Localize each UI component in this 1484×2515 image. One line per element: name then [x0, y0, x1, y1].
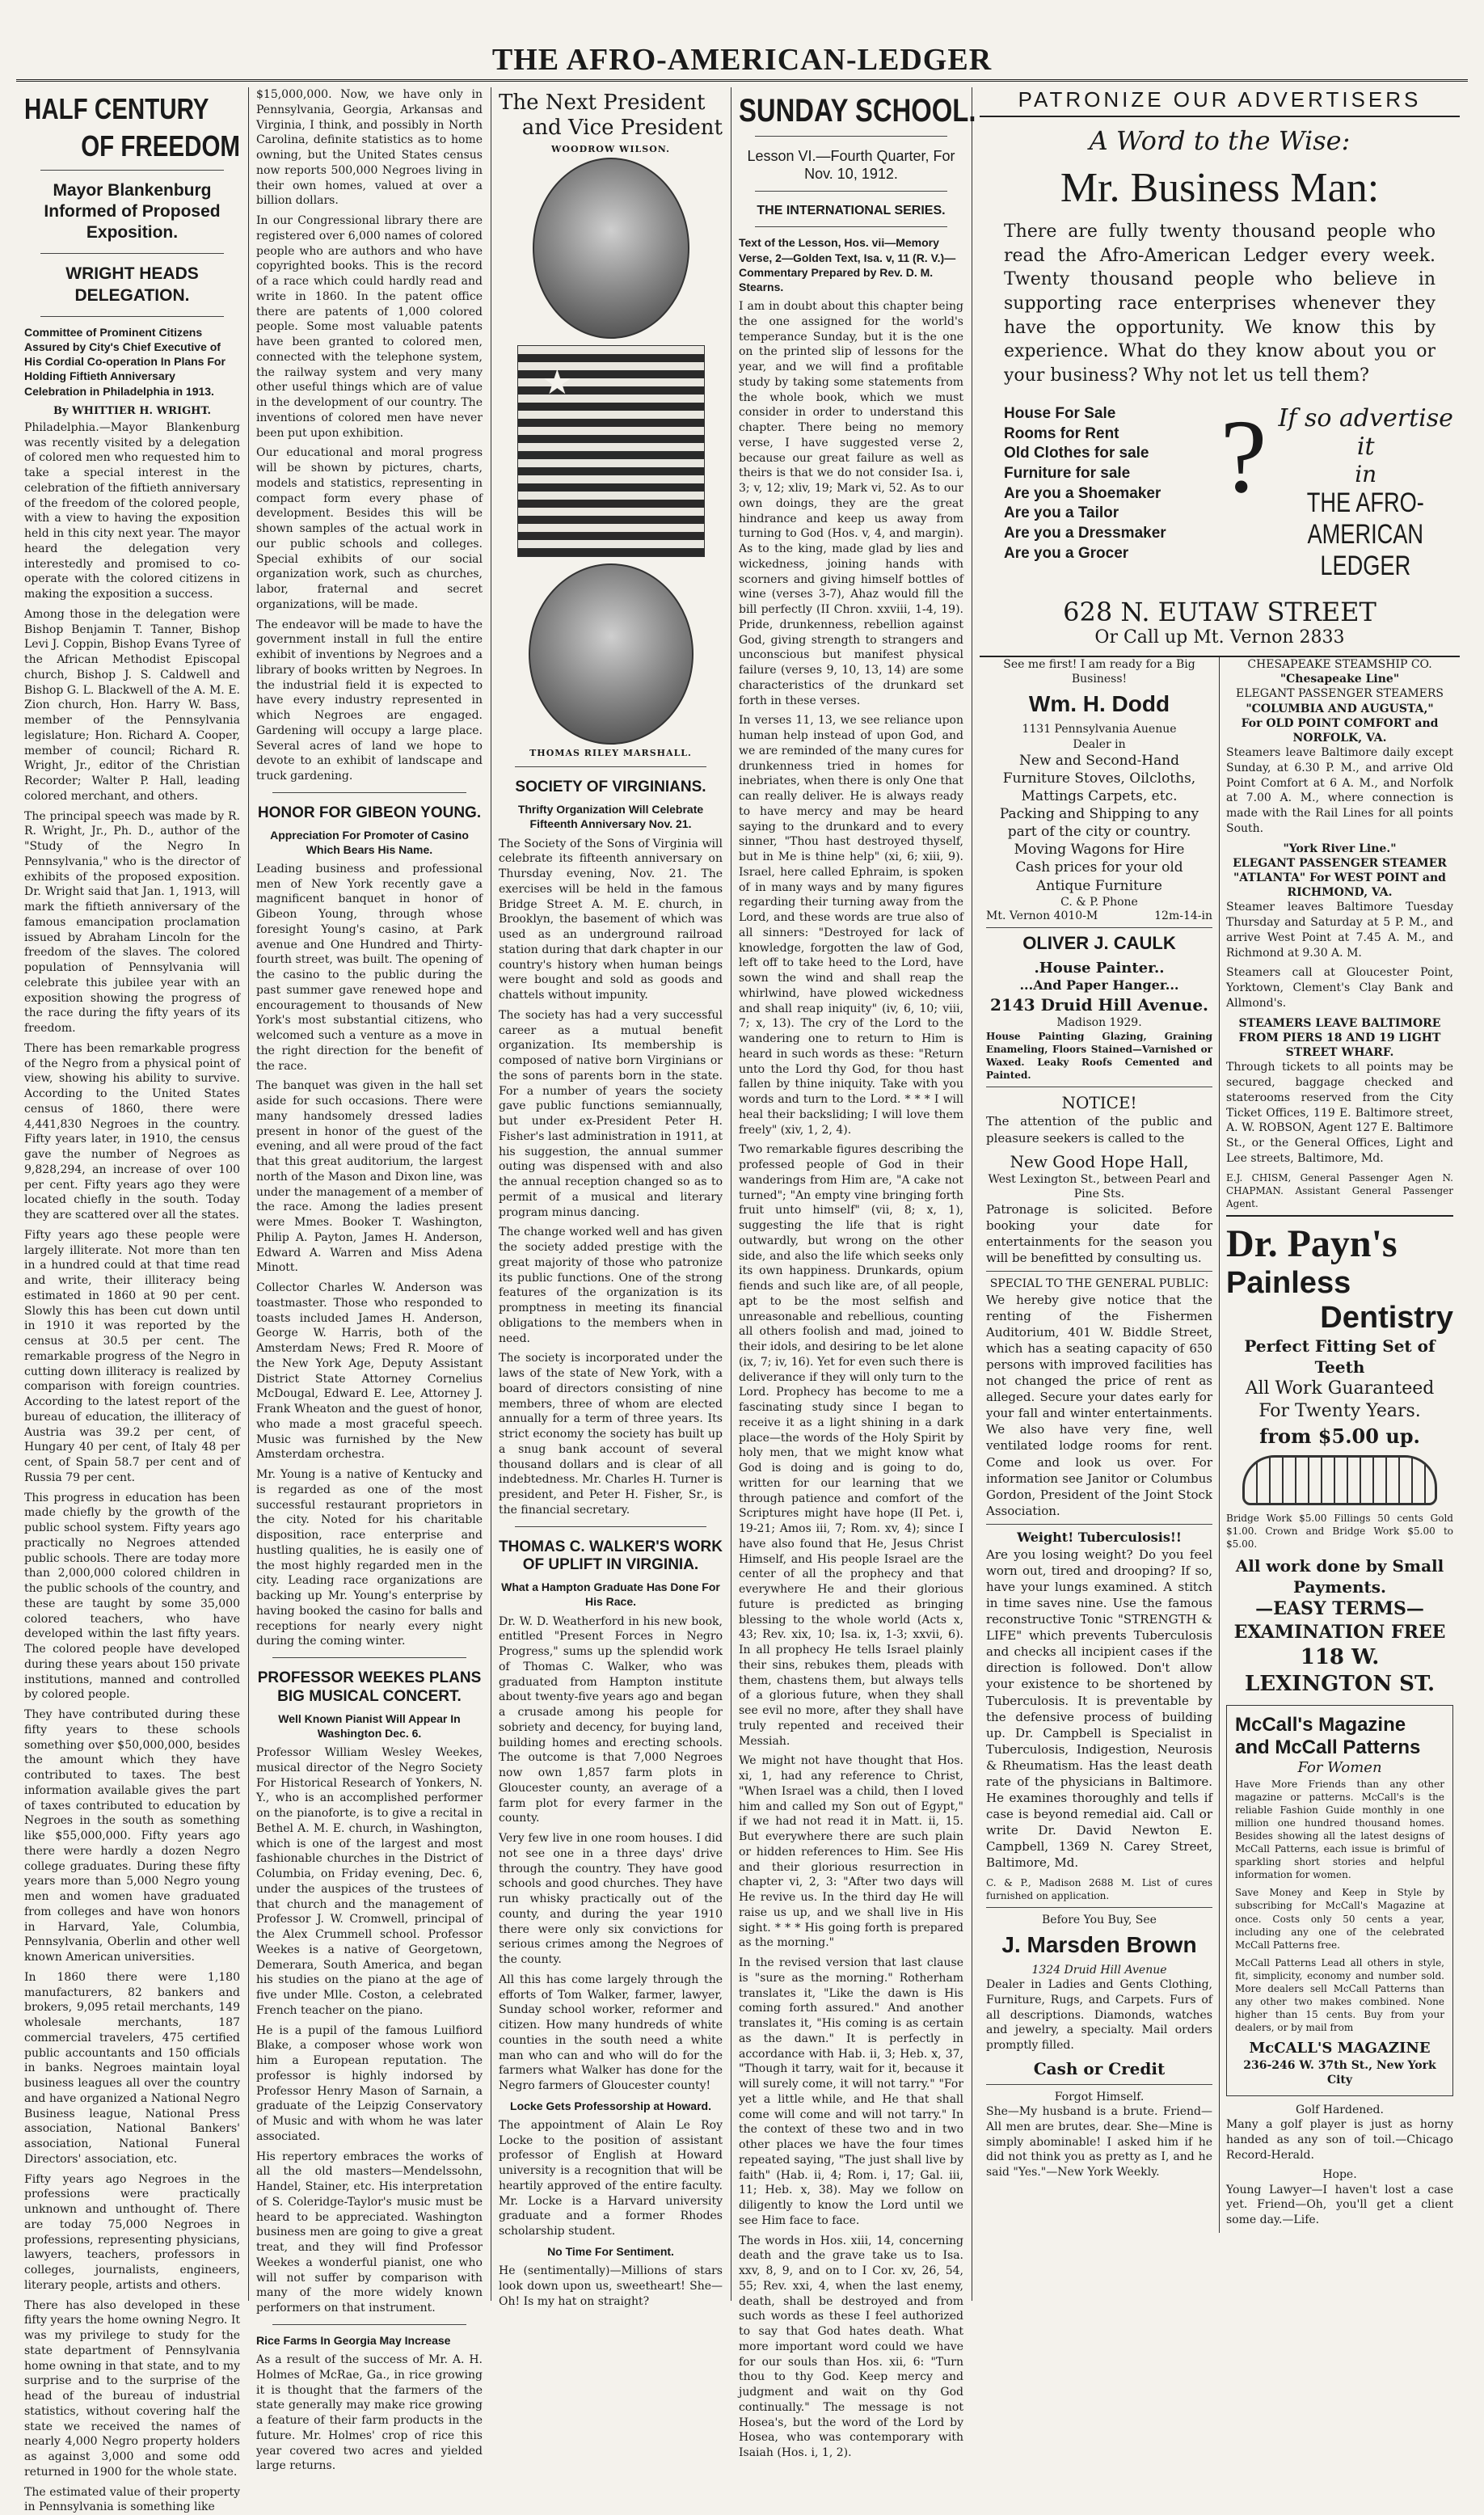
ad-pitch: There are fully twenty thousand people who read the Afro-American Ledger every week. Twenty thousand people who believe in supporting race enterprises whenever they have the opportunity. We know this by experience. What do they know about you or your business? Why not let us tell them? [1004, 222, 1436, 386]
divider [755, 136, 947, 137]
hope-text: Young Lawyer—I haven't lost a case yet. Friend—Oh, you'll get a client some day.—Life. [1226, 2183, 1453, 2227]
ad-list-item: Old Clothes for sale [1004, 445, 1149, 462]
chesapeake-line: "Chesapeake Line" [1280, 673, 1400, 686]
caulk-desc: House Painting Glazing, Graining Enameling, Floors Stained—Varnished or Waxed. Leaky Roofs Cemented and Painted. [986, 1031, 1212, 1082]
chesapeake-title: CHESAPEAKE STEAMSHIP CO. [1247, 658, 1432, 672]
paragraph: In 1860 there were 1,180 manufacturers, 82 bankers and brokers, 9,095 retail merchants, 149 wholesale merchants, 187 commercial travelers, 475 certified public accountants and 150 officials in banks. Negroes maintain loyal business leagues all over the country and have organized a National Negro Business league, National Press association, National Bankers' association, National Funeral Directors' association, etc. [24, 1970, 240, 2166]
article-deck: What a Hampton Graduate Has Done For His Race. [501, 1580, 720, 1609]
paragraph: The change worked well and has given the society added prestige with the great majority of those who patronize its public functions. One of the strong features of the organization is its promptness in meeting its financial obligations to the members when in need. [499, 1226, 723, 1345]
paragraph: Philadelphia.—Mayor Blankenburg was recently visited by a delegation of colored men who requested him to take a special interest in the celebration of the fiftieth anniversary of the freedom of the colored people, with a view to having the exposition held in this city next year. The mayor heard the delegation very interestedly and promised to co-operate with the colored citizens in making the exposition a success. [24, 420, 240, 601]
ads-right-column [1220, 657, 1460, 2233]
dodd-moving: Moving Wagons for Hire [1014, 842, 1185, 859]
notice-hall: New Good Hope Hall, [1010, 1151, 1189, 1171]
headline-virginians: SOCIETY OF VIRGINIANS. [515, 779, 706, 796]
dodd-intro: See me first! I am ready for a Big Business! [1003, 658, 1195, 686]
article-deck: Well Known Pianist Will Appear In Washington Dec. 6. [278, 1711, 461, 1740]
paragraph: Among those in the delegation were Bishop Benjamin T. Tanner, Bishop Levi J. Coppin, Bishop Evans Tyree of the African Methodist Episcopal church, Bishop J. S. Caldwell and Bishop G. L. Blackwell of the A. M. E. Zion church, Hon. Harry W. Bass, member of the Pennsylvania legislature; Hon. Richard A. Cooper, member of council; Richard R. Wright, Jr., editor of the Christian Recorder; Walter P. Hall, leading colored merchant, and others. [24, 607, 240, 803]
subhead-mayor: Mayor Blankenburg Informed of Proposed Exposition. [44, 180, 221, 243]
ad-list-item: Furniture for sale [1004, 464, 1131, 482]
ads-left-column [980, 657, 1220, 2233]
paragraph: Mr. Young is a native of Kentucky and is regarded as one of the most successful restaurant proprietors in the city. Noted for his charitable disposition, race enterprise and hustling qualities, he is easily one of the most highly regarded men in the city. Leading race organizations are backing up Mr. Young's enterprise by having booked the casino for balls and receptions for nearly every night during the coming winter. [256, 1468, 483, 1648]
masthead [0, 0, 1484, 81]
ad-advertise-block [1271, 404, 1460, 582]
column-half-century [16, 87, 248, 2514]
paragraph: In our Congressional library there are registered over 6,000 names of colored people who are authors and who have copyrighted books. This is the record of a race which could hardly read and write in 1860. In the patent office there are patents of 1,000 colored people. Some most valuable patents have been granted to colored men, connected with the telephone system, the railway system and very many other useful things which are of value in the development of our country. The inventions of colored men have never been put upon exhibition. [256, 214, 483, 440]
caulk-trade: .House Painter.. [1034, 959, 1165, 977]
series-title: THE INTERNATIONAL SERIES. [757, 204, 946, 218]
column-three [491, 87, 731, 2308]
paragraph: In the revised version that last clause is "sure as the morning." Rotherham translates it, "Like the dawn is His coming forth assured." And another translates it, "His coming is as certain as the dawn." It is perfectly in accordance with Hab. ii, 3; Heb. x, 37, "Though it tarry, wait for it, because it will surely come, it will not tarry." "For yet a little while, and He that shall come will come and will not tarry." In the context of these two and in two other places we have the four times repeated saying, "The just shall live by faith" (Hab. ii, 4; Rom. i, 17; Gal. iii, 11; Heb. x, 38). May we follow on diligently to know the Lord until we see Him face to face. [739, 1956, 963, 2227]
mccall-name: McCALL'S MAGAZINE [1249, 2040, 1431, 2057]
paragraph: He is a pupil of the famous Luilfiord Blake, a composer whose work won him a European reputation. The professor is highly indorsed by Professor Henry Mason of Sarnain, a graduate of the Leipzig Conservatory of Music and with whom he was later associated. [256, 2023, 483, 2143]
payn-prices: Bridge Work $5.00 Fillings 50 cents Gold $1.00. Crown and Bridge Work $5.00 to $5.00. [1226, 1513, 1453, 1551]
paragraph: The society is incorporated under the laws of the state of New York, with a board of directors consisting of nine members, three of whom are elected annually for a term of three years. Its strict economy the society has built up a snug bank account of several thousand dollars and is clear of all indebtedness. Mr. Charles H. Turner is president, and Peter H. Fisher, Sr., is the financial secretary. [499, 1352, 723, 1517]
headline-rice: Rice Farms In Georgia May Increase [256, 2333, 451, 2347]
brown-name: J. Marsden Brown [1001, 1931, 1197, 1957]
ad-list [980, 404, 1216, 582]
headline-half-century: HALF CENTURY [24, 92, 209, 125]
forgot-title: Forgot Himself. [1054, 2090, 1145, 2104]
column-sunday-school [731, 87, 976, 2460]
masthead-rule [16, 79, 1468, 82]
divider [755, 191, 947, 192]
column-two [248, 87, 491, 2473]
paragraph: The society has had a very successful career as a mutual benefit organization. Its membership is composed of native born Virginians or the sons of parents born in the state. For a number of years the society gave public functions semiannually, but under ex-President Peter H. Fisher's last administration in 1911, at his suggestion, the annual summer outing was dispensed with and also the annual reception changed so as to permit of a musical and literary program minus dancing. [499, 1008, 723, 1219]
chesapeake-text-3: Steamers call at Gloucester Point, Yorktown, Clement's Clay Bank and Allmond's. [1226, 966, 1453, 1010]
ads-banner: PATRONIZE OUR ADVERTISERS [980, 87, 1460, 117]
caption-wilson: WOODROW WILSON. [551, 144, 670, 155]
forgot-text: She—My husband is a brute. Friend—All men are brutes, dear. She—Mine is simply abominable! I asked him if he did not think you as pretty as I, and he said "Yes."—New York Weekly. [986, 2105, 1212, 2180]
chesapeake-text-4: Through tickets to all points may be secured, baggage checked and staterooms reserved from the City Ticket Offices, 119 E. Baltimore street, A. W. ROBSON, Agent 127 E. Baltimore St., or the General Offices, Light and Lee streets, Baltimore, Md. [1226, 1061, 1453, 1165]
paragraph: The Society of the Sons of Virginia will celebrate its fifteenth anniversary on Thursday evening, Nov. 21. The exercises will be held in the famous Bridge Street A. M. E. church, in Brooklyn, the basement of which was used as an underground railroad station during that dark chapter in our country's history when human beings were bought and sold as goods and chattels without impunity. [499, 837, 723, 1002]
marshall-portrait [529, 563, 694, 745]
divider [986, 1524, 1212, 1525]
chesapeake-text-2: Steamer leaves Baltimore Tuesday Thursday and Saturday at 5 P. M., and arrive West Point at 7.45 A. M., and Richmond at 9.30 A. M. [1226, 901, 1453, 960]
star-icon: ★ [542, 362, 573, 403]
ad-list-item: Rooms for Rent [1004, 424, 1119, 442]
flag-illustration [517, 345, 705, 557]
payn-name: Dr. Payn's [1226, 1222, 1398, 1265]
payn-address: 118 W. LEXINGTON ST. [1244, 1644, 1436, 1697]
mccall-sub: For Women [1297, 1759, 1382, 1777]
dodd-name: Wm. H. Dodd [1028, 691, 1170, 717]
divider [515, 1526, 706, 1527]
tb-title: Weight! Tuberculosis!! [1017, 1529, 1182, 1545]
notice-title: NOTICE! [1061, 1093, 1137, 1113]
masthead-title: THE AFRO-AMERICAN-LEDGER [491, 43, 993, 77]
golf-title: Golf Hardened. [1296, 2103, 1384, 2116]
divider [515, 766, 706, 767]
paragraph: The banquet was given in the hall set aside for such occasions. There were many handsomely dressed ladies present in honor of the guest of the evening, and all were proud of the fact that this great auditorium, the largest north of the Mason and Dixon line, was under the management of a member of the race. Among the ladies present were Mmes. Booker T. Washington, Philip A. Payton, James H. Anderson, Edward A. Warren and Miss Adena Minott. [256, 1079, 483, 1275]
paragraph: He (sentimentally)—Millions of stars look down upon us, sweetheart! She—Oh! Is my hat on straight? [499, 2264, 723, 2308]
headline-sentiment: No Time For Sentiment. [547, 2244, 674, 2258]
portrait-title: The Next President [499, 91, 706, 115]
article-deck: Text of the Lesson, Hos. vii—Memory Verse, 2—Golden Text, Isa. v, 11 (R. V.)—Commentary Prepared by Rev. D. M. Stearns. [739, 236, 956, 293]
mccall-text-3: McCall Patterns Lead all others in style, fit, simplicity, economy and number sold. More dealers sell McCall Patterns than any other two makes combined. None higher than 15 cents. Buy from your dealers, or by mail from [1235, 1956, 1444, 2034]
subhead-delegation: WRIGHT HEADS DELEGATION. [65, 264, 199, 305]
ad-list-item: House For Sale [1004, 404, 1116, 422]
divider [40, 316, 224, 317]
dodd-cash: Cash prices for your old Antique Furniture [1015, 859, 1183, 894]
ad-list-item: Are you a Tailor [1004, 504, 1119, 522]
brown-address: 1324 Druid Hill Avenue [1031, 1963, 1167, 1977]
payn-years: For Twenty Years. [1258, 1401, 1421, 1422]
divider [272, 1657, 466, 1658]
payn-set: Perfect Fitting Set of Teeth [1244, 1336, 1436, 1377]
paragraph: The words in Hos. xiii, 14, concerning death and the grave take us to Isa. xxv, 8, 9, and on to I Cor. xv, 26, 54, 55; Rev. xxi, 4, when the last enemy, death, shall be destroyed and from such words as these I feel authorized to say that God hates death. What more important word could we have for our souls than Hos. xii, 6: "Turn thou to thy God. Keep mercy and judgment and wait on thy God continually." The message is not Hosea's, but the word of the Lord by Hosea, who was contemporary with Isaiah (Hos. i, 1, 2). [739, 2234, 963, 2460]
chesapeake-route: For OLD POINT COMFORT and NORFOLK, VA. [1241, 716, 1439, 745]
hope-title: Hope. [1322, 2168, 1357, 2182]
divider [986, 1271, 1212, 1272]
ad-phone: Or Call up Mt. Vernon 2833 [1094, 627, 1345, 648]
caulk-phone: Madison 1929. [1056, 1015, 1142, 1029]
paragraph: The principal speech was made by R. R. Wright, Jr., Ph. D., author of the "Study of the Negro In Pennsylvania," who is the director of exhibits of the proposed exposition. Dr. Wright said that Jan. 1, 1913, will mark the fiftieth anniversary of the famous emancipation proclamation issued by Abraham Lincoln for the freedom of the slaves. The colored population of Pennsylvania will celebrate this jubilee year with an exposition showing the progress of the race during the fifty years of its freedom. [24, 809, 240, 1036]
paragraph: They have contributed during these fifty years to these schools something over $50,000,000, besides the amount which they have contributed to taxes. The best information available gives the part of taxes contributed to education by Negroes in the south as something like $55,000,000. Fifty years ago there were hardly a dozen Negro college graduates. During these fifty years more than 5,000 Negro young men and women have graduated from colleges and have won honors in Harvard, Yale, Columbia, Pennsylvania, Oberlin and other well known American universities. [24, 1708, 240, 1964]
dodd-dealer: Dealer in [1073, 737, 1126, 751]
paragraph: I am in doubt about this chapter being the one assigned for the world's temperance Sunday, but it is the one on the printed slip of lessons for the year, and we will find a profitable study by taking some statements from the whole book, which we must consider in order to understand this chapter. There being no memory verse, I have suggested verse 2, because our great failure as well as theirs is that we do not consider Isa. i, 3; v, 12; xliv, 19; Mark vi, 52. As to our own doings, they are the great hindrance and keep us away from turning to God (Hos. v, 4, and margin). As to the king, made glad by lies and wickedness, joining hands with scorners and giving himself bottles of wine (verses 3-7), Ahaz would fill the bill perfectly (II Chron. xxviii, 1-4, 19). Pride, drunkenness, rebellion against God, giving strength to strangers and unconscious but manifest physical failure (verses 9, 10, 13, 14) are some characteristics of the drunkard set forth in these verses. [739, 300, 963, 707]
tb-text: Are you losing weight? Do you feel worn out, tired and drooping? If so, have your lungs examined. A stitch in time saves nine. Use the famous reconstructive Tonic "STRENGTH & LIFE" which prevents Tuberculosis and checks all incipient cases if the direction is followed. Don't allow your existence to be shortened by Tuberculosis. It is preventable by the defensive process of building up. Dr. Campbell is Specialist in Tuberculosis, Indigestion, Neurosis & Rheumatism. Has the least death rate of the physicians in Baltimore. He examines thoroughly and tells if case is beyond remedial aid. Call or write Dr. David Newton E. Campbell, 1369 N. Carey Street, Baltimore, Md. [986, 1547, 1212, 1871]
headline-of-freedom: OF FREEDOM [81, 129, 240, 162]
mccall-text-2: Save Money and Keep in Style by subscribing for McCall's Magazine at once. Costs only 50 cents a year, including any one of the celebrated McCall Patterns free. [1235, 1887, 1444, 1951]
paragraph: $15,000,000. Now, we have only in Pennsylvania, Georgia, Arkansas and Virginia, I think, and possibly in North Carolina, definite statistics as to home owning, but the United States census now reports 500,000 Negroes living in their own homes, valued at over a billion dollars. [256, 88, 483, 208]
article-deck: Thrifty Organization Will Celebrate Fifteenth Anniversary Nov. 21. [517, 803, 704, 831]
caulk-trade-2: ...And Paper Hanger... [1019, 977, 1179, 994]
paragraph: Leading business and professional men of New York recently gave a magnificent banquet in honor of Gibeon Young, through whose foresight Young's casino, at Park avenue and One Hundred and Thirty-fourth street, was built. The opening of the casino to the public during the past summer gave renewed hope and encouragement to thousands of New York's most substantial citizens, who welcomed such a venture as a move in the right direction for the benefit of the race. [256, 862, 483, 1073]
dodd-address: 1131 Pennsylvania Auenue [1022, 723, 1177, 736]
caulk-name: OLIVER J. CAULK [1022, 932, 1176, 953]
paragraph: Fifty years ago these people were largely illiterate. Not more than ten in a hundred could at that time read and write, their illiteracy being estimated in 1860 at 90 per cent. Slowly this has been cut down until in 1910 it was reported by the census at 30.5 per cent. The remarkable progress of the Negro in cutting down illiteracy is realized by comparison with foreign countries. According to the latest report of the bureau of education, the illiteracy of Austria was 39.2 per cent, of Hungary 40 per cent, of Italy 48 per cent, of Spain 58.7 per cent and of Russia 79 per cent. [24, 1228, 240, 1484]
paragraph: We might not have thought that Hos. xi, 1, had any reference to Christ, "When Israel was a child, then I loved him and called my Son out of Egypt," if we had not read it in Matt. ii, 15. But everywhere there are such plain or hidden references to Him. See His and their glorious resurrection in chapter vi, 2, 3: "After two days will He revive us. In the third day He will raise us up, and we shall live in His sight. * * * His going forth is prepared as the morning." [739, 1754, 963, 1950]
divider [272, 2324, 466, 2325]
paragraph: There has also developed in these fifty years the home owning Negro. It was my privilege to study for the state department of Pennsylvania home owning in that state, and to my surprise and to the surprise of the head of the bureau of industrial statistics, without covering half the state we received the names of nearly 4,000 Negro property holders as against 3,000 and some odd returned in 1900 for the whole state. [24, 2298, 240, 2479]
notice-text-2: Patronage is solicited. Before booking your date for entertainments for the season you will be benefitted by consulting us. [986, 1202, 1212, 1266]
paragraph: There has been remarkable progress of the Negro from a physical point of view, showing his ability to survive. According to the United States census of 1860, there were 4,441,830 Negroes in the country. Fifty years later, in 1910, the census gave the number of Negroes as 9,828,294, an increase of over 100 per cent. Fifty years ago they were located chiefly in the south. Today they are scattered over all the states. [24, 1041, 240, 1222]
ad-list-item: Are you a Grocer [1004, 544, 1129, 562]
headline-weekes: PROFESSOR WEEKES PLANS BIG MUSICAL CONCERT. [257, 1669, 482, 1705]
portrait-subtitle: and Vice President [521, 116, 723, 141]
headline-sunday-school: SUNDAY SCHOOL. [739, 93, 976, 129]
paragraph: In verses 11, 13, we see reliance upon human help instead of upon God, and we are reminded of the many cures for drunkenness tried in homes for inebriates, when there is only One that can really deliver. He is always ready to have mercy and may be heard saying to the drunkard and to every sinner, "Thou hast destroyed thyself, but in Me is thine help" (xi, 6; xiii, 9). Israel, here called Ephraim, is spoken of in many ways and by many figures regarding their turning away from the Lord, and these words are true also of all sinners: "Destroyed for lack of knowledge, forgotten the law of God, left off to take heed to the Lord, have sown the wind and shall reap the whirlwind, have plowed wickedness and shall reap iniquity" (iv, 6, 10; viii, 7; x, 13). The cry of the Lord to the wandering one to return to Him is heard in such words as these: "Return unto the Lord thy God, for thou hast fallen by thine iniquity. Take with you words and turn to the Lord. * * * I will heal their backsliding; I will love them freely" (xiv, 1, 2, 4). [739, 714, 963, 1137]
special-text: We hereby give notice that the renting of the Fishermen Auditorium, 401 W. Biddle Street, which has a seating capacity of 650 persons with improved facilities has not changed the price of rent as alleged. Secure your dates early for your fall and winter entertainments. We also have very fine, well ventilated lodge rooms for rent. Come and look us over. For information see Janitor or Columbus Gordon, President of the Joint Stock Association. [986, 1292, 1212, 1518]
ad-word-to-wise: A Word to the Wise: [1089, 125, 1351, 156]
ads-two-col [980, 657, 1460, 2233]
tb-phone: C. & P., Madison 2688 M. List of cures furnished on application. [986, 1876, 1212, 1901]
teeth-illustration-icon [1242, 1455, 1437, 1505]
payn-payments: All work done by Small Payments. [1235, 1556, 1444, 1597]
paragraph: Dr. W. D. Weatherford in his new book, entitled "Present Forces in Negro Progress," sums up the splendid work of Thomas C. Walker, who was graduated from Hampton institute about twenty-five years ago and began a crusade among his people for sobriety and decency, for buying land, building homes and erecting schools. The outcome is that 7,000 Negroes now own 1,857 farm plots in Gloucester county, an average of a farm plot for every farmer in the county. [499, 1614, 723, 1825]
payn-guarantee: All Work Guaranteed [1245, 1378, 1435, 1399]
ad-list-item: Are you a Shoemaker [1004, 484, 1161, 502]
notice-text: The attention of the public and pleasure seekers is called to the [986, 1114, 1212, 1146]
divider [755, 226, 947, 227]
paragraph: The estimated value of their property in Pennsylvania is something like [24, 2485, 240, 2514]
paragraph: His repertory embraces the works of all the old masters—Mendelssohn, Handel, Stainer, etc. His interpretation of S. Coleridge-Taylor's music must be heard to be appreciated. Washington business men are going to give a great treat, and they will find Professor Weekes a wonderful pianist, one who will not suffer by comparison with many of the more widely known performers on that instrument. [256, 2150, 483, 2315]
dodd-packing: Packing and Shipping to any part of the city or country. [999, 806, 1199, 841]
payn-exam: EXAMINATION FREE [1233, 1621, 1446, 1643]
paragraph: Fifty years ago Negroes in the professions were practically unknown and unthought of. There are today 75,000 Negroes in professions, representing physicians, lawyers, teachers, professors in colleges, journalists, engineers, literary people, artists and others. [24, 2172, 240, 2292]
paragraph: The endeavor will be made to have the government install in full the entire exhibit of inventions by Negroes and a library of books written by Negroes. In the industrial field it is expected to have every industry represented in which Negroes are engaged. Gardening will occupy a large place. Several acres of land we hope to devote to an exhibit of landscape and truck gardening. [256, 618, 483, 783]
lesson-title: Lesson VI.—Fourth Quarter, For Nov. 10, 1912. [747, 148, 955, 182]
divider [986, 1907, 1212, 1908]
brown-intro: Before You Buy, See [1042, 1913, 1157, 1926]
mccall-text: Have More Friends than any other magazine or patterns. McCall's is the reliable Fashion Guide monthly in one million one hundred thousand homes. Besides showing all the latest designs of McCall Patterns, each issue is brimful of sparkling short stories and helpful information for women. [1235, 1778, 1444, 1881]
headline-locke: Locke Gets Professorship at Howard. [510, 2099, 711, 2112]
ad-list-row [980, 398, 1460, 582]
paragraph: This progress in education has been made chiefly by the growth of the public school system. Fifty years ago practically no Negroes attended public schools. There are today more than 2,000,000 colored children in the public schools of the country, and these are taught by some 35,000 colored teachers, who have developed within the last fifty years. The colored people have developed during these years about 150 private institutions, manned and controlled by colored people. [24, 1491, 240, 1702]
wilson-portrait [533, 158, 689, 339]
headline-walker: THOMAS C. WALKER'S WORK OF UPLIFT IN VIRGINIA. [499, 1538, 723, 1574]
chesapeake-sub: ELEGANT PASSENGER STEAMERS [1235, 687, 1444, 701]
chesapeake-piers: STEAMERS LEAVE BALTIMORE FROM PIERS 18 AND 19 LIGHT STREET WHARF. [1238, 1016, 1441, 1060]
chesapeake-names: "COLUMBIA AND AUGUSTA," [1246, 702, 1434, 715]
ad-address: 628 N. EUTAW STREET [1063, 597, 1376, 628]
paragraph: Our educational and moral progress will be shown by pictures, charts, models and statistics, representing in compact form every phase of development. Besides this will be shown samples of the actual work in our public schools and colleges. Special exhibits of our social organization work, such as churches, labor, fraternal and secret organizations, will be made. [256, 446, 483, 611]
headline-gibeon-young: HONOR FOR GIBEON YOUNG. [257, 804, 482, 821]
special-title: SPECIAL TO THE GENERAL PUBLIC: [989, 1277, 1209, 1291]
dodd-hours: 12m-14-in [1154, 909, 1212, 922]
chesapeake-york: "York River Line." [1283, 842, 1397, 855]
caption-marshall: THOMAS RILEY MARSHALL. [529, 748, 692, 759]
mccall-ad [1226, 1705, 1453, 2096]
paragraph: Collector Charles W. Anderson was toastmaster. Those who responded to toasts included James H. Anderson, George W. Harris, both of the Amsterdam News; Fred R. Moore of the New York Age, Deputy Assistant District State Attorney Cornelius McDougal, Edward E. Lee, Attorney J. Frank Wheaton and the guest of honor, who made a most graceful speech. Music was furnished by the New Amsterdam orchestra. [256, 1281, 483, 1462]
notice-location: West Lexington St., between Pearl and Pine Sts. [988, 1172, 1211, 1201]
brown-terms: Cash or Credit [1033, 2058, 1166, 2078]
payn-terms: —EASY TERMS— [1255, 1598, 1424, 1620]
chesapeake-agents: E.J. CHISM, General Passenger Agen N. CHAPMAN. Assistant General Passenger Agent. [1226, 1171, 1453, 1209]
question-mark-icon: ? [1220, 398, 1267, 515]
caulk-address: 2143 Druid Hill Avenue. [989, 994, 1209, 1015]
dodd-phone: C. & P. Phone [1060, 895, 1138, 909]
payn-painless: Painless [1226, 1265, 1351, 1300]
paragraph: Two remarkable figures describing the professed people of God in their wanderings from Him are, "A cake not turned"; "An empty vine bringing forth fruit unto himself" (vii, 8; x, 1), suggesting the life that is right outwardly, but wrong on the other side, and also the life which seeks only its own happiness. Drunkards, opium fiends and such like are, of all people, apt to be the most selfish and unreasonable and rebellious, counting all others foolish and mad, joined to their idols, and desiring to be let alone (ix, 7; iv, 16). Yet for even such there is deliverance if they will only turn to the Lord. Prophecy has become to me a fascinating study since I began to receive it as a light shining in a dark place—the words of the Holy Spirit by holy men, that we might know what God is doing and is going to do, written for our learning that we through patience and comfort of the Scriptures might have hope (II Pet. i, 19-21; Amos iii, 7; Rom. xv, 4); since I have also found that He, Jesus Christ Himself, and His people Israel are the center of all the prophecy and that everywhere He and their glorious future is predicted as bringing blessing to the whole world (Acts x, 43; Rev. xix, 10; Isa. ix, 1-3; xxvii, 6). In all prophecy He tells Israel plainly their sins, rebukes them, pleads with them, chastens them, but always tells of a glorious future, when they shall see evil no more, after they shall have truly repented and received their Messiah. [739, 1143, 963, 1748]
dodd-phone-number: Mt. Vernon 4010-M [986, 909, 1098, 922]
divider [986, 2084, 1212, 2085]
ad-advertise: If so advertise it [1278, 403, 1453, 461]
article-deck: Appreciation For Promoter of Casino Which Bears His Name. [270, 828, 469, 856]
chesapeake-atlanta: ELEGANT PASSENGER STEAMER "ATLANTA" For WEST POINT and RICHMOND, VA. [1233, 856, 1447, 900]
article-deck: Committee of Prominent Citizens Assured by City's Chief Executive of His Cordial Co-operation In Plans For Holding Fiftieth Anniversary Celebration in Philadelphia in 1913. [24, 325, 226, 398]
chesapeake-text: Steamers leave Baltimore daily except Sunday, at 6.30 P. M., and arrive Old Point Comfort at 6 A. M., and Norfolk at 7.00 A. M., where connection is made with the Rail Lines for all points South. [1226, 746, 1453, 835]
divider [1226, 1215, 1453, 1217]
paragraph: As a result of the success of Mr. A. H. Holmes of McRae, Ga., in rice growing it is thought that the farmers of the state generally may make rice growing a feature of their farm products in the future. Mr. Holmes' crop of rice this year covered two acres and yielded large returns. [256, 2353, 483, 2473]
paragraph: Very few live in one room houses. I did not see one in a three days' drive through the country. They have good schools and good churches. They have run whisky practically out of the county, and during the year 1910 there were only six convictions for serious crimes among the Negroes of the county. [499, 1832, 723, 1967]
mccall-title: McCall's Magazine and McCall Patterns [1235, 1714, 1421, 1758]
dodd-lines: New and Second-Hand Furniture Stoves, Oilcloths, Mattings Carpets, etc. [1002, 752, 1196, 805]
paragraph: All this has come largely through the efforts of Tom Walker, farmer, lawyer, Sunday school worker, reformer and citizen. How many hundreds of white counties in the south need a white man who can and who will do for the farmers what Walker has done for the Negro farmers of Gloucester county! [499, 1973, 723, 2093]
divider [986, 927, 1212, 928]
byline: By WHITTIER H. WRIGHT. [53, 404, 211, 417]
ad-advertise-in: in [1355, 460, 1377, 487]
paragraph: The appointment of Alain Le Roy Locke to the position of assistant professor of English at Howard university is a recognition that will be heartily approved of the entire faculty. Mr. Locke is a Harvard university graduate and a former Rhodes scholarship student. [499, 2118, 723, 2239]
golf-text: Many a golf player is just as horny handed as any son of toil.—Chicago Record-Herald. [1226, 2118, 1453, 2162]
payn-price: from $5.00 up. [1259, 1424, 1420, 1448]
ad-paper-name: THE AFRO-AMERICAN LEDGER [1307, 487, 1425, 581]
dodd-phone-row [986, 909, 1212, 922]
divider [40, 170, 224, 171]
paragraph: Professor William Wesley Weekes, musical director of the Negro Society For Historical Research of Yonkers, N. Y., who is an accomplished performer on the pianoforte, is to give a recital in Bethel A. M. E. church, in Washington, which is one of the largest and most fashionable churches in the District of Columbia, on Friday evening, Dec. 6, under the auspices of the trustees of that church and the management of Professor J. W. Cromwell, principal of the Alex Crummell school. Professor Weekes is a native of Georgetown, Demerara, South America, and began his studies on the piano at the age of five under Mlle. Coston, a celebrated French teacher on the piano. [256, 1746, 483, 2017]
divider [272, 792, 466, 793]
mccall-address: 236-246 W. 37th St., New York City [1243, 2058, 1436, 2087]
ad-list-item: Are you a Dressmaker [1004, 524, 1166, 542]
column-advertisers [972, 87, 1468, 2301]
brown-desc: Dealer in Ladies and Gents Clothing, Furniture, Rugs, and Carpets. Furs of all descriptions. Diamonds, watches and jewelry, a specialty. Mail orders promptly filled. [986, 1978, 1212, 2053]
divider [40, 253, 224, 254]
ad-business-man: Mr. Business Man: [1060, 165, 1380, 211]
payn-dentistry: Dentistry [1320, 1300, 1453, 1335]
